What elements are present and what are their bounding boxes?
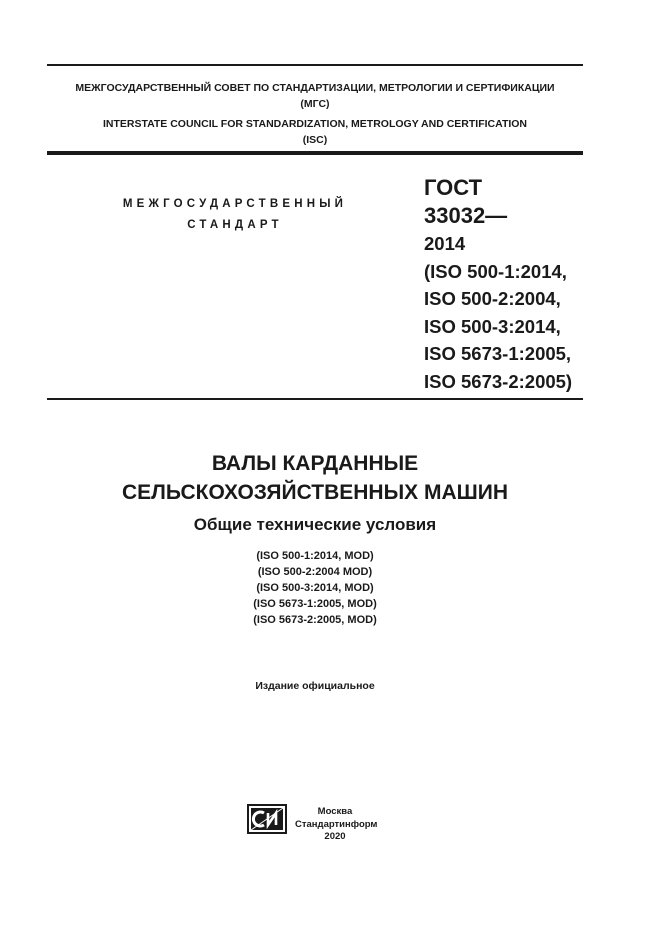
standard-type-line2: СТАНДАРТ: [187, 219, 283, 231]
edition-label: Издание официальное: [255, 680, 375, 692]
modifications-list: [47, 548, 583, 628]
gost-iso-ref: ISO 500-3:2014,: [424, 315, 561, 337]
gost-year: 2014: [424, 233, 466, 254]
standard-type-line1: МЕЖГОСУДАРСТВЕННЫЙ: [122, 198, 348, 210]
top-rule: [47, 64, 583, 66]
council-en-abbr: (ISC): [302, 134, 328, 146]
gost-iso-ref: (ISO 500-1:2014,: [424, 260, 567, 282]
publisher-year: 2020: [324, 831, 346, 842]
title-line1: ВАЛЫ КАРДАННЫЕ: [211, 452, 419, 475]
publisher-name: Стандартинформ: [295, 818, 378, 830]
gost-number: 33032—: [424, 203, 508, 228]
title-line2: СЕЛЬСКОХОЗЯЙСТВЕННЫХ МАШИН: [121, 481, 508, 504]
council-en: INTERSTATE COUNCIL FOR STANDARDIZATION, METROLOGY AND CERTIFICATION: [102, 118, 528, 130]
gost-iso-ref: ISO 5673-2:2005): [424, 370, 573, 392]
document-title: [47, 449, 583, 507]
gost-iso-ref: ISO 500-2:2004,: [424, 288, 561, 309]
publisher-info: [295, 806, 378, 844]
modification-item: (ISO 5673-1:2005, MOD): [253, 598, 377, 610]
standard-type: [100, 194, 370, 236]
gost-label: ГОСТ: [424, 175, 483, 200]
modification-item: (ISO 500-2:2004 MOD): [257, 566, 373, 578]
council-ru: МЕЖГОСУДАРСТВЕННЫЙ СОВЕТ ПО СТАНДАРТИЗАЦИИ, МЕТРОЛОГИИ И СЕРТИФИКАЦИИ: [75, 82, 555, 94]
standartinform-logo-icon: [247, 804, 287, 834]
council-header: [47, 80, 583, 148]
gost-iso-ref: ISO 5673-1:2005,: [424, 343, 572, 364]
modification-item: (ISO 5673-2:2005, MOD): [253, 614, 377, 626]
gost-designation: [424, 174, 572, 395]
council-ru-abbr: (МГС): [300, 98, 330, 110]
modification-item: (ISO 500-3:2014, MOD): [256, 582, 374, 594]
modification-item: (ISO 500-1:2014, MOD): [256, 550, 374, 562]
title-rule: [47, 398, 583, 400]
header-rule: [47, 151, 583, 155]
document-subtitle: Общие технические условия: [193, 515, 437, 534]
publisher-city: Москва: [317, 806, 353, 817]
